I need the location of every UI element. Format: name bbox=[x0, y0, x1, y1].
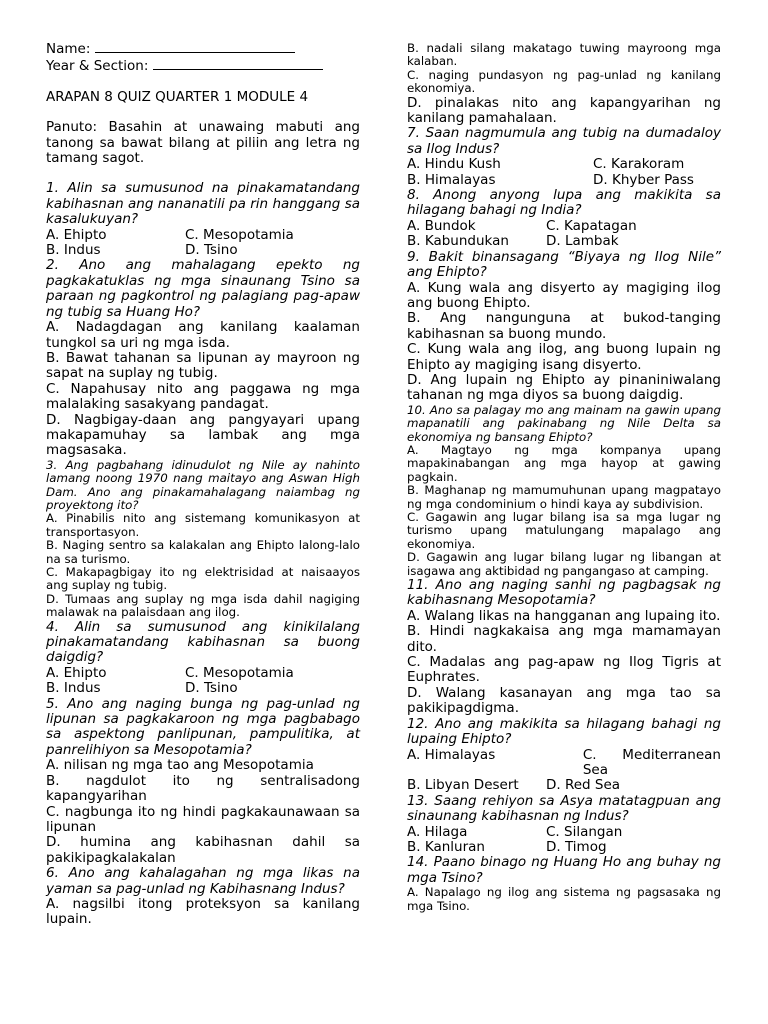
q4-option-a: A. Ehipto bbox=[46, 664, 107, 681]
q13-option-b: B. Kanluran bbox=[407, 838, 485, 855]
q3-option-b: B. Naging sentro sa kalakalan ang Ehipto lalong-lalo na sa turismo. bbox=[46, 538, 360, 566]
q11-option-b: B. Hindi nagkakaisa ang mga mamamayan dito. bbox=[407, 623, 721, 655]
q2-option-d: D. Nagbigay-daan ang pangyayari upang makapamuhay sa lambak ang mga magsasaka. bbox=[46, 411, 360, 459]
q3-option-a: A. Pinabilis nito ang sistemang komunikasyon at transportasyon. bbox=[46, 511, 360, 539]
q10-option-a: A. Magtayo ng mga kompanya upang mapakinabangan ang mga hayop at gawing pagkain. bbox=[407, 442, 721, 484]
q10-option-c: C. Gagawin ang lugar bilang isa sa mga lugar ng turismo upang matulungang mapalago ang ekonomiya. bbox=[407, 510, 721, 551]
question-14: 14. Paano binago ng Huang Ho ang buhay ng mga Tsino? bbox=[407, 854, 721, 886]
q2-option-c: C. Napahusay nito ang paggawa ng mga malalaking sasakyang pandagat. bbox=[46, 380, 360, 413]
q7-option-a: A. Hindu Kush bbox=[407, 156, 501, 173]
q11-option-a: A. Walang likas na hangganan ang lupaing ito. bbox=[407, 607, 721, 624]
q2-option-b: B. Bawat tahanan sa lipunan ay mayroon ng sapat na suplay ng tubig. bbox=[46, 349, 360, 382]
question-13: 13. Saang rehiyon sa Asya matatagpuan ang sinaunang kabihasnan ng Indus? bbox=[407, 792, 721, 825]
question-3: 3. Ang pagbahang idinudulot ng Nile ay nahinto lamang noong 1970 nang maitayo ang Aswan High Dam. Ano ang pinakamahalagang naiambag ng proyektong ito? bbox=[46, 457, 360, 512]
q4-option-b: B. Indus bbox=[46, 680, 101, 697]
q12-option-c: C. Mediterranean Sea bbox=[582, 746, 721, 778]
q9-option-a: A. Kung wala ang disyerto ay magiging ilog ang buong Ehipto. bbox=[407, 279, 721, 311]
question-4: 4. Alin sa sumusunod ang kinikilalang pinakamatandang kabihasnan sa buong daigdig? bbox=[46, 618, 360, 666]
year-blank[interactable] bbox=[153, 57, 323, 70]
q3-option-c: C. Makapagbigay ito ng elektrisidad at naisaayos ang suplay ng tubig. bbox=[46, 565, 360, 593]
q4-option-c: C. Mesopotamia bbox=[185, 664, 294, 681]
q12-option-b: B. Libyan Desert bbox=[407, 777, 519, 794]
q14-option-a: A. Napalago ng ilog ang sistema ng pagsasaka ng mga Tsino. bbox=[407, 885, 721, 913]
q6-option-d: D. pinalakas nito ang kapangyarihan ng kanilang pamahalaan. bbox=[407, 94, 721, 127]
q2-option-a: A. Nadagdagan ang kanilang kaalaman tungkol sa uri ng mga isda. bbox=[46, 319, 360, 351]
q13-option-c: C. Silangan bbox=[546, 823, 623, 840]
question-11: 11. Ano ang naging sanhi ng pagbagsak ng kabihasnang Mesopotamia? bbox=[407, 577, 721, 609]
q8-option-b: B. Kabundukan bbox=[407, 233, 509, 250]
q12-option-a: A. Himalayas bbox=[407, 746, 496, 763]
question-1: 1. Alin sa sumusunod na pinakamatandang kabihasnan ang nananatili pa rin hanggang sa kasalukuyan? bbox=[46, 180, 360, 228]
year-field bbox=[46, 57, 360, 74]
q1-option-c: C. Mesopotamia bbox=[185, 226, 294, 243]
q6-option-b: B. nadali silang makatago tuwing mayroong mga kalaban. bbox=[407, 41, 721, 69]
question-7: 7. Saan nagmumula ang tubig na dumadaloy sa Ilog Indus? bbox=[407, 125, 721, 157]
q8-option-a: A. Bundok bbox=[407, 217, 476, 234]
q13-option-a: A. Hilaga bbox=[407, 823, 468, 840]
q8-option-d: D. Lambak bbox=[546, 233, 619, 250]
right-column bbox=[407, 42, 721, 913]
q7-option-c: C. Karakoram bbox=[593, 156, 685, 173]
q1-option-b: B. Indus bbox=[46, 242, 101, 259]
q6-option-c: C. naging pundasyon ng pag-unlad ng kanilang ekonomiya. bbox=[407, 67, 721, 96]
name-field bbox=[46, 40, 360, 57]
q7-option-b: B. Himalayas bbox=[407, 171, 496, 188]
q13-option-d: D. Timog bbox=[546, 838, 607, 855]
q7-option-d: D. Khyber Pass bbox=[593, 171, 694, 188]
question-8: 8. Anong anyong lupa ang makikita sa hilagang bahagi ng India? bbox=[407, 187, 721, 219]
question-2: 2. Ano ang mahalagang epekto ng pagkakatuklas ng mga sinaunang Tsino sa paraan ng pagkontrol ng palagiang pag-apaw ng tubig sa Huang Ho? bbox=[46, 257, 360, 320]
question-10: 10. Ano sa palagay mo ang mainam na gawin upang mapanatili ang pakinabang ng Nile Delta sa ekonomiya ng bansang Ehipto? bbox=[407, 402, 721, 444]
q12-option-d: D. Red Sea bbox=[546, 777, 621, 794]
q8-option-c: C. Kapatagan bbox=[546, 217, 637, 234]
q10-option-d: D. Gagawin ang lugar bilang lugar ng libangan at isagawa ang aktibidad ng pangangaso at camping. bbox=[407, 550, 721, 578]
instructions: Panuto: Basahin at unawaing mabuti ang tanong sa bawat bilang at piliin ang letra ng tamang sagot. bbox=[46, 119, 360, 167]
q5-option-c: C. nagbunga ito ng hindi pagkakaunawaan sa lipunan bbox=[46, 803, 360, 835]
question-6: 6. Ano ang kahalagahan ng mga likas na yaman sa pag-unlad ng Kabihasnang Indus? bbox=[46, 865, 360, 897]
name-label: Name: bbox=[46, 41, 91, 57]
q1-option-a: A. Ehipto bbox=[46, 226, 107, 243]
q4-option-d: D. Tsino bbox=[185, 680, 238, 697]
q5-option-a: A. nilisan ng mga tao ang Mesopotamia bbox=[46, 757, 314, 774]
q9-option-d: D. Ang lupain ng Ehipto ay pinaniniwalang tahanan ng mga diyos sa buong daigdig. bbox=[407, 371, 721, 404]
question-9: 9. Bakit binansagang “Biyaya ng Ilog Nile” ang Ehipto? bbox=[407, 248, 721, 281]
quiz-title: ARAPAN 8 QUIZ QUARTER 1 MODULE 4 bbox=[46, 88, 309, 105]
q5-option-d: D. humina ang kabihasnan dahil sa pakikipagkalakalan bbox=[46, 834, 360, 866]
q5-option-b: B. nagdulot ito ng sentralisadong kapangyarihan bbox=[46, 772, 360, 805]
question-12: 12. Ano ang makikita sa hilagang bahagi ng lupaing Ehipto? bbox=[407, 715, 721, 748]
q10-option-b: B. Maghanap ng mamumuhunan upang magpatayo ng mga condominium o hindi kaya ay subdivision. bbox=[407, 483, 721, 511]
q6-option-a: A. nagsilbi itong proteksyon sa kanilang lupain. bbox=[46, 895, 360, 928]
q11-option-c: C. Madalas ang pag-apaw ng Ilog Tigris at Euphrates. bbox=[407, 654, 721, 686]
q3-option-d: D. Tumaas ang suplay ng mga isda dahil nagiging malawak na palaisdaan ang ilog. bbox=[46, 591, 360, 620]
q9-option-b: B. Ang nangunguna at bukod-tanging kabihasnan sa buong mundo. bbox=[407, 310, 721, 342]
question-5: 5. Ano ang naging bunga ng pag-unlad ng lipunan sa pagkakaroon ng mga pagbabago sa aspektong panlipunan, pampulitika, at panrelihiyon sa Mesopotamia? bbox=[46, 695, 360, 758]
q9-option-c: C. Kung wala ang ilog, ang buong lupain ng Ehipto ay magiging isang disyerto. bbox=[407, 341, 721, 373]
year-label: Year & Section: bbox=[46, 58, 149, 75]
q11-option-d: D. Walang kasanayan ang mga tao sa pakikipagdigma. bbox=[407, 684, 721, 717]
name-blank[interactable] bbox=[95, 40, 295, 53]
q1-option-d: D. Tsino bbox=[185, 242, 238, 259]
left-column bbox=[46, 40, 360, 928]
